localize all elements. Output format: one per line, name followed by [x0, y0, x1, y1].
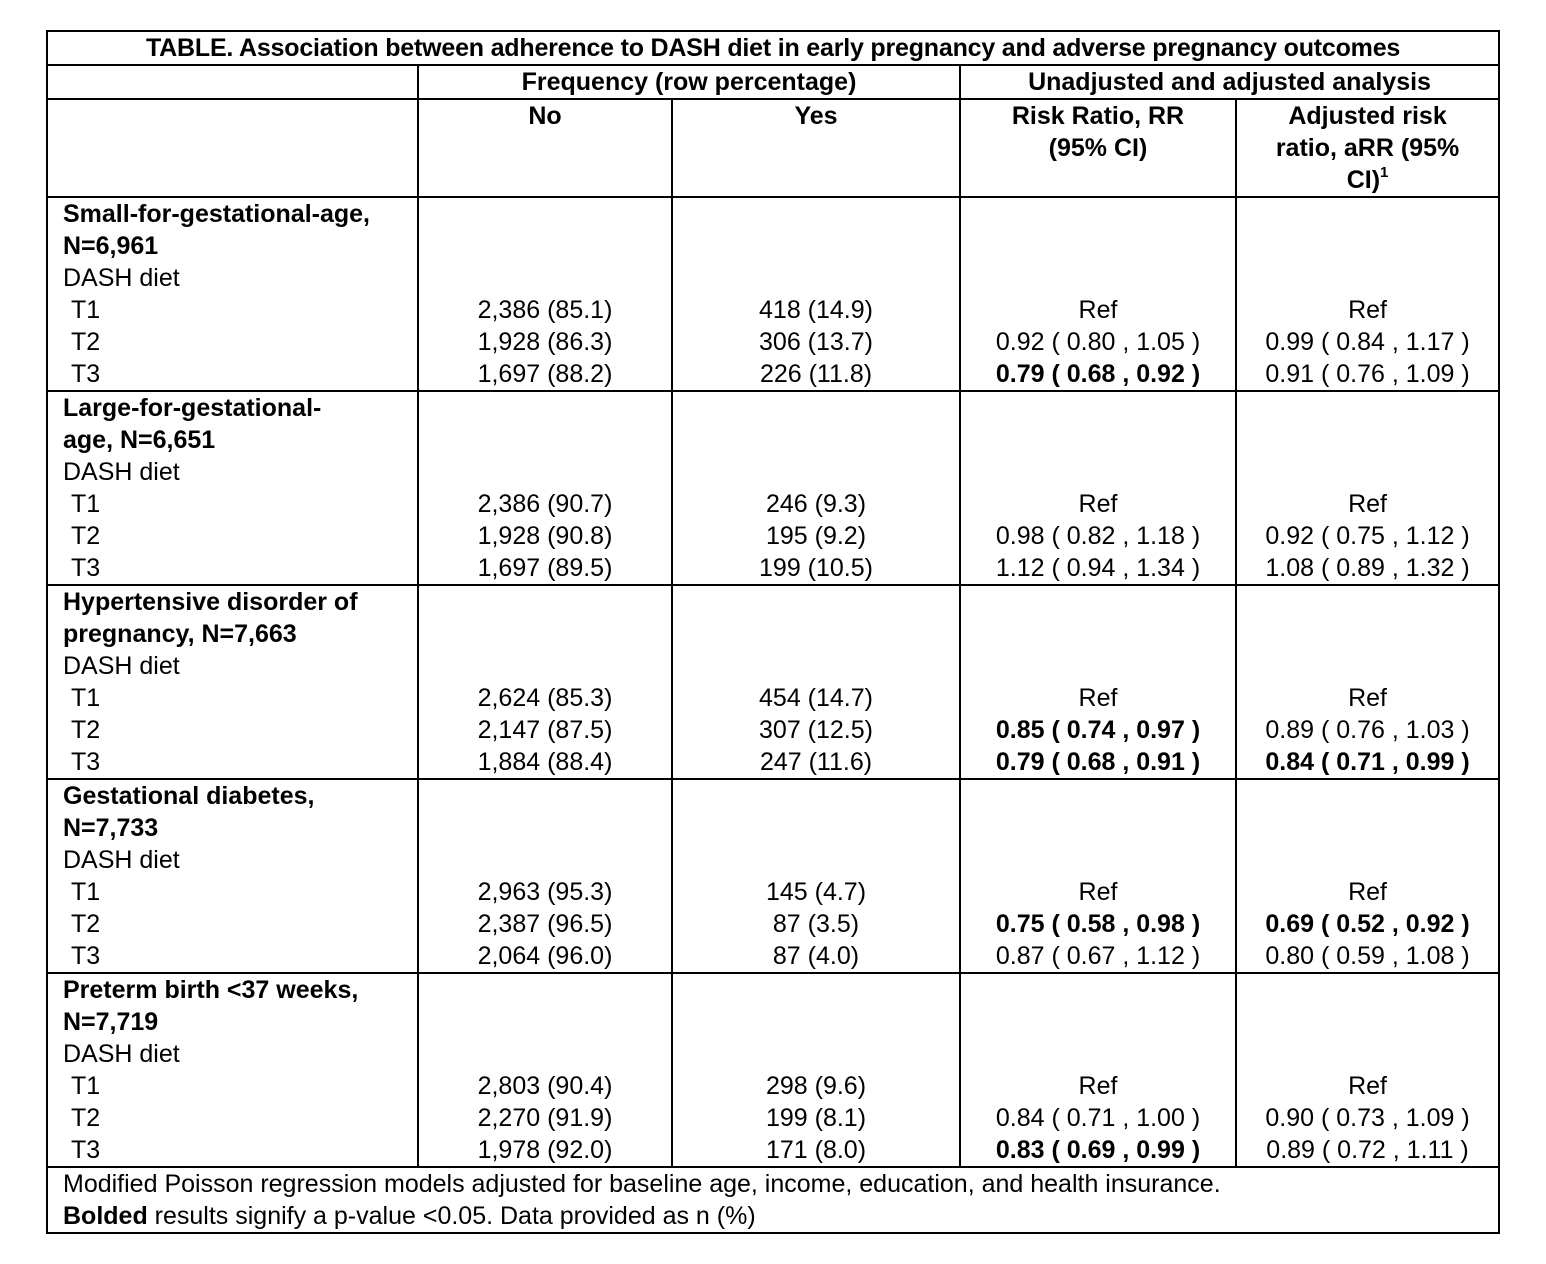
- spacer: [961, 262, 1235, 294]
- results-table: [46, 30, 1500, 1234]
- spacer: [673, 1006, 959, 1038]
- yes-value: 145 (4.7): [765, 878, 867, 906]
- tertile-label: T2: [71, 910, 101, 938]
- spacer: [419, 780, 671, 812]
- no-value: 1,697 (88.2): [477, 360, 613, 388]
- spacer: [673, 392, 959, 424]
- rr-value: 0.75 ( 0.58 , 0.98 ): [995, 910, 1201, 938]
- spacer: [961, 650, 1235, 682]
- spacer: [419, 812, 671, 844]
- analysis-group-header: Unadjusted and adjusted analysis: [960, 65, 1499, 99]
- tertile-label: T3: [71, 942, 101, 970]
- spacer: [961, 618, 1235, 650]
- yes-value: 87 (4.0): [772, 942, 860, 970]
- arr-cell: [1236, 585, 1499, 779]
- column-header-rr-line2: (95% CI): [1048, 134, 1148, 162]
- outcome-name-line2: N=7,733: [63, 814, 159, 842]
- title-row: [47, 31, 1499, 65]
- spacer: [1237, 230, 1498, 262]
- outcome-name-line2: pregnancy, N=7,663: [63, 620, 297, 648]
- spacer: [673, 230, 959, 262]
- spacer: [961, 230, 1235, 262]
- outcome-name-line2: N=7,719: [63, 1008, 159, 1036]
- spacer: [961, 392, 1235, 424]
- no-cell: [418, 779, 672, 973]
- tertile-label: T2: [71, 1104, 101, 1132]
- yes-value: 171 (8.0): [765, 1136, 867, 1164]
- rr-value: 0.92 ( 0.80 , 1.05 ): [995, 328, 1201, 356]
- outcome-sublabel: DASH diet: [63, 1040, 180, 1068]
- arr-value: 1.08 ( 0.89 , 1.32 ): [1265, 554, 1470, 582]
- yes-value: 306 (13.7): [759, 328, 873, 356]
- spacer: [1237, 456, 1498, 488]
- no-value: 1,928 (90.8): [477, 522, 613, 550]
- tertile-label: T2: [71, 716, 101, 744]
- rr-value: 0.85 ( 0.74 , 0.97 ): [995, 716, 1201, 744]
- arr-value: 0.91 ( 0.76 , 1.09 ): [1265, 360, 1470, 388]
- arr-value: Ref: [1348, 490, 1387, 518]
- spacer: [1237, 650, 1498, 682]
- arr-cell: [1236, 779, 1499, 973]
- spacer: [419, 456, 671, 488]
- spacer: [961, 812, 1235, 844]
- column-header-rr-line1: Risk Ratio, RR: [1011, 102, 1185, 130]
- spacer: [419, 424, 671, 456]
- outcome-name-line1: Hypertensive disorder of: [63, 588, 358, 616]
- outcome-row: [47, 779, 1499, 973]
- spacer: [673, 812, 959, 844]
- no-value: 1,928 (86.3): [477, 328, 613, 356]
- no-value: 2,803 (90.4): [477, 1072, 613, 1100]
- footnote-marker: 1: [1380, 163, 1389, 181]
- tertile-label: T3: [71, 360, 101, 388]
- yes-value: 418 (14.9): [759, 296, 873, 324]
- rr-value: Ref: [1078, 296, 1118, 324]
- rr-value: 0.83 ( 0.69 , 0.99 ): [995, 1136, 1201, 1164]
- rr-cell: [960, 197, 1236, 391]
- rr-cell: [960, 973, 1236, 1167]
- spacer: [1237, 780, 1498, 812]
- yes-cell: [672, 585, 960, 779]
- outcome-name-line1: Small-for-gestational-age,: [63, 200, 370, 228]
- spacer: [1237, 198, 1498, 230]
- outcome-label-cell: [47, 585, 418, 779]
- no-value: 1,884 (88.4): [477, 748, 613, 776]
- outcome-row: [47, 585, 1499, 779]
- column-header-rr: [960, 99, 1236, 197]
- rr-value: 0.79 ( 0.68 , 0.91 ): [995, 748, 1201, 776]
- arr-value: 0.89 ( 0.76 , 1.03 ): [1265, 716, 1470, 744]
- spacer: [673, 780, 959, 812]
- footnote-line1: Modified Poisson regression models adjusted for baseline age, income, education, and health insurance.: [63, 1170, 1221, 1198]
- no-value: 1,697 (89.5): [477, 554, 613, 582]
- no-value: 2,386 (90.7): [477, 490, 613, 518]
- spacer: [419, 650, 671, 682]
- spacer: [673, 262, 959, 294]
- outcome-sublabel: DASH diet: [63, 652, 180, 680]
- frequency-group-header: Frequency (row percentage): [418, 65, 960, 99]
- no-value: 1,978 (92.0): [477, 1136, 613, 1164]
- outcome-row: [47, 973, 1499, 1167]
- arr-value: Ref: [1348, 878, 1387, 906]
- column-header-row: [47, 99, 1499, 197]
- arr-value: 0.80 ( 0.59 , 1.08 ): [1265, 942, 1470, 970]
- no-value: 2,270 (91.9): [477, 1104, 613, 1132]
- column-header-arr: [1236, 99, 1499, 197]
- spacer: [1237, 974, 1498, 1006]
- arr-value: 0.84 ( 0.71 , 0.99 ): [1265, 748, 1470, 776]
- spacer: [1237, 586, 1498, 618]
- spacer: [1237, 424, 1498, 456]
- spacer: [961, 424, 1235, 456]
- no-cell: [418, 585, 672, 779]
- tertile-label: T3: [71, 554, 101, 582]
- outcome-label-cell: [47, 973, 418, 1167]
- outcome-sublabel: DASH diet: [63, 264, 180, 292]
- spacer: [419, 1006, 671, 1038]
- outcome-name-line1: Preterm birth <37 weeks,: [63, 976, 359, 1004]
- column-header-no: [418, 99, 672, 197]
- tertile-label: T1: [71, 490, 101, 518]
- spacer: [419, 230, 671, 262]
- outcome-row: [47, 391, 1499, 585]
- table-title: TABLE. Association between adherence to DASH diet in early pregnancy and adverse pregnancy outcomes: [47, 31, 1499, 65]
- column-header-blank: [47, 99, 418, 197]
- footnote-bold-word: Bolded: [63, 1202, 148, 1230]
- yes-value: 199 (8.1): [765, 1104, 867, 1132]
- footnote-cell: [47, 1167, 1499, 1233]
- rr-value: 0.98 ( 0.82 , 1.18 ): [995, 522, 1201, 550]
- footnote-line2: [63, 1200, 1483, 1232]
- yes-cell: [672, 391, 960, 585]
- outcome-name-line1: Gestational diabetes,: [63, 782, 315, 810]
- yes-value: 87 (3.5): [772, 910, 860, 938]
- outcome-sublabel: DASH diet: [63, 458, 180, 486]
- no-value: 2,064 (96.0): [477, 942, 613, 970]
- no-value: 2,387 (96.5): [477, 910, 613, 938]
- no-cell: [418, 197, 672, 391]
- footnote-line2-rest: results signify a p-value <0.05. Data provided as n (%): [147, 1202, 756, 1230]
- tertile-label: T1: [71, 878, 101, 906]
- outcome-name-line2: age, N=6,651: [63, 426, 216, 454]
- arr-value: Ref: [1348, 1072, 1387, 1100]
- arr-cell: [1236, 197, 1499, 391]
- spacer: [1237, 844, 1498, 876]
- spacer: [961, 198, 1235, 230]
- column-header-arr-line1: Adjusted risk: [1288, 102, 1447, 130]
- yes-value: 454 (14.7): [759, 684, 873, 712]
- spacer: [419, 618, 671, 650]
- spacer: [673, 844, 959, 876]
- arr-value: 0.69 ( 0.52 , 0.92 ): [1265, 910, 1470, 938]
- spacer: [961, 586, 1235, 618]
- column-header-no-label: No: [528, 102, 562, 130]
- yes-value: 226 (11.8): [759, 360, 873, 388]
- spacer: [961, 974, 1235, 1006]
- arr-value: 0.90 ( 0.73 , 1.09 ): [1265, 1104, 1470, 1132]
- no-cell: [418, 391, 672, 585]
- rr-cell: [960, 585, 1236, 779]
- rr-value: 1.12 ( 0.94 , 1.34 ): [995, 554, 1201, 582]
- rr-value: 0.84 ( 0.71 , 1.00 ): [995, 1104, 1201, 1132]
- tertile-label: T1: [71, 684, 101, 712]
- yes-value: 307 (12.5): [759, 716, 873, 744]
- column-header-arr-line2: ratio, aRR (95%: [1275, 134, 1460, 162]
- rr-value: Ref: [1078, 1072, 1118, 1100]
- spacer: [1237, 1038, 1498, 1070]
- yes-value: 298 (9.6): [765, 1072, 867, 1100]
- spacer: [961, 1038, 1235, 1070]
- spacer: [1237, 1006, 1498, 1038]
- yes-value: 246 (9.3): [765, 490, 867, 518]
- arr-cell: [1236, 391, 1499, 585]
- column-header-yes: [672, 99, 960, 197]
- no-value: 2,624 (85.3): [477, 684, 613, 712]
- spacer: [673, 1038, 959, 1070]
- spacer: [961, 456, 1235, 488]
- tertile-label: T1: [71, 296, 101, 324]
- footnote-row: [47, 1167, 1499, 1233]
- no-value: 2,386 (85.1): [477, 296, 613, 324]
- spacer: [673, 456, 959, 488]
- outcome-row: [47, 197, 1499, 391]
- column-header-arr-line3: CI): [1346, 166, 1381, 194]
- spacer: [419, 262, 671, 294]
- spacer: [419, 974, 671, 1006]
- spacer: [1237, 618, 1498, 650]
- spacer: [1237, 392, 1498, 424]
- outcome-label-cell: [47, 197, 418, 391]
- spacer: [673, 198, 959, 230]
- rr-value: Ref: [1078, 490, 1118, 518]
- group-header-blank: [47, 65, 418, 99]
- yes-cell: [672, 973, 960, 1167]
- rr-value: Ref: [1078, 684, 1118, 712]
- rr-value: Ref: [1078, 878, 1118, 906]
- spacer: [673, 650, 959, 682]
- arr-cell: [1236, 973, 1499, 1167]
- spacer: [961, 1006, 1235, 1038]
- tertile-label: T1: [71, 1072, 101, 1100]
- rr-cell: [960, 391, 1236, 585]
- arr-value: Ref: [1348, 684, 1387, 712]
- arr-value: 0.92 ( 0.75 , 1.12 ): [1265, 522, 1470, 550]
- yes-value: 247 (11.6): [759, 748, 873, 776]
- yes-value: 199 (10.5): [759, 554, 873, 582]
- yes-cell: [672, 197, 960, 391]
- spacer: [419, 1038, 671, 1070]
- outcome-name-line1: Large-for-gestational-: [63, 394, 322, 422]
- group-header-row: [47, 65, 1499, 99]
- column-header-yes-label: Yes: [794, 102, 838, 130]
- no-value: 2,963 (95.3): [477, 878, 613, 906]
- spacer: [419, 198, 671, 230]
- rr-value: 0.79 ( 0.68 , 0.92 ): [995, 360, 1201, 388]
- rr-value: 0.87 ( 0.67 , 1.12 ): [995, 942, 1201, 970]
- arr-value: 0.99 ( 0.84 , 1.17 ): [1265, 328, 1470, 356]
- outcome-label-cell: [47, 779, 418, 973]
- spacer: [961, 844, 1235, 876]
- tertile-label: T2: [71, 328, 101, 356]
- rr-cell: [960, 779, 1236, 973]
- tertile-label: T3: [71, 1136, 101, 1164]
- tertile-label: T3: [71, 748, 101, 776]
- spacer: [1237, 812, 1498, 844]
- tertile-label: T2: [71, 522, 101, 550]
- outcome-label-cell: [47, 391, 418, 585]
- outcome-sublabel: DASH diet: [63, 846, 180, 874]
- spacer: [1237, 262, 1498, 294]
- spacer: [419, 392, 671, 424]
- spacer: [673, 586, 959, 618]
- yes-value: 195 (9.2): [765, 522, 867, 550]
- outcome-name-line2: N=6,961: [63, 232, 159, 260]
- spacer: [673, 618, 959, 650]
- spacer: [961, 780, 1235, 812]
- no-value: 2,147 (87.5): [477, 716, 613, 744]
- yes-cell: [672, 779, 960, 973]
- spacer: [419, 844, 671, 876]
- spacer: [673, 424, 959, 456]
- column-header-arr-line3-wrap: [1237, 164, 1498, 196]
- arr-value: 0.89 ( 0.72 , 1.11 ): [1266, 1136, 1469, 1164]
- arr-value: Ref: [1348, 296, 1387, 324]
- no-cell: [418, 973, 672, 1167]
- spacer: [419, 586, 671, 618]
- spacer: [673, 974, 959, 1006]
